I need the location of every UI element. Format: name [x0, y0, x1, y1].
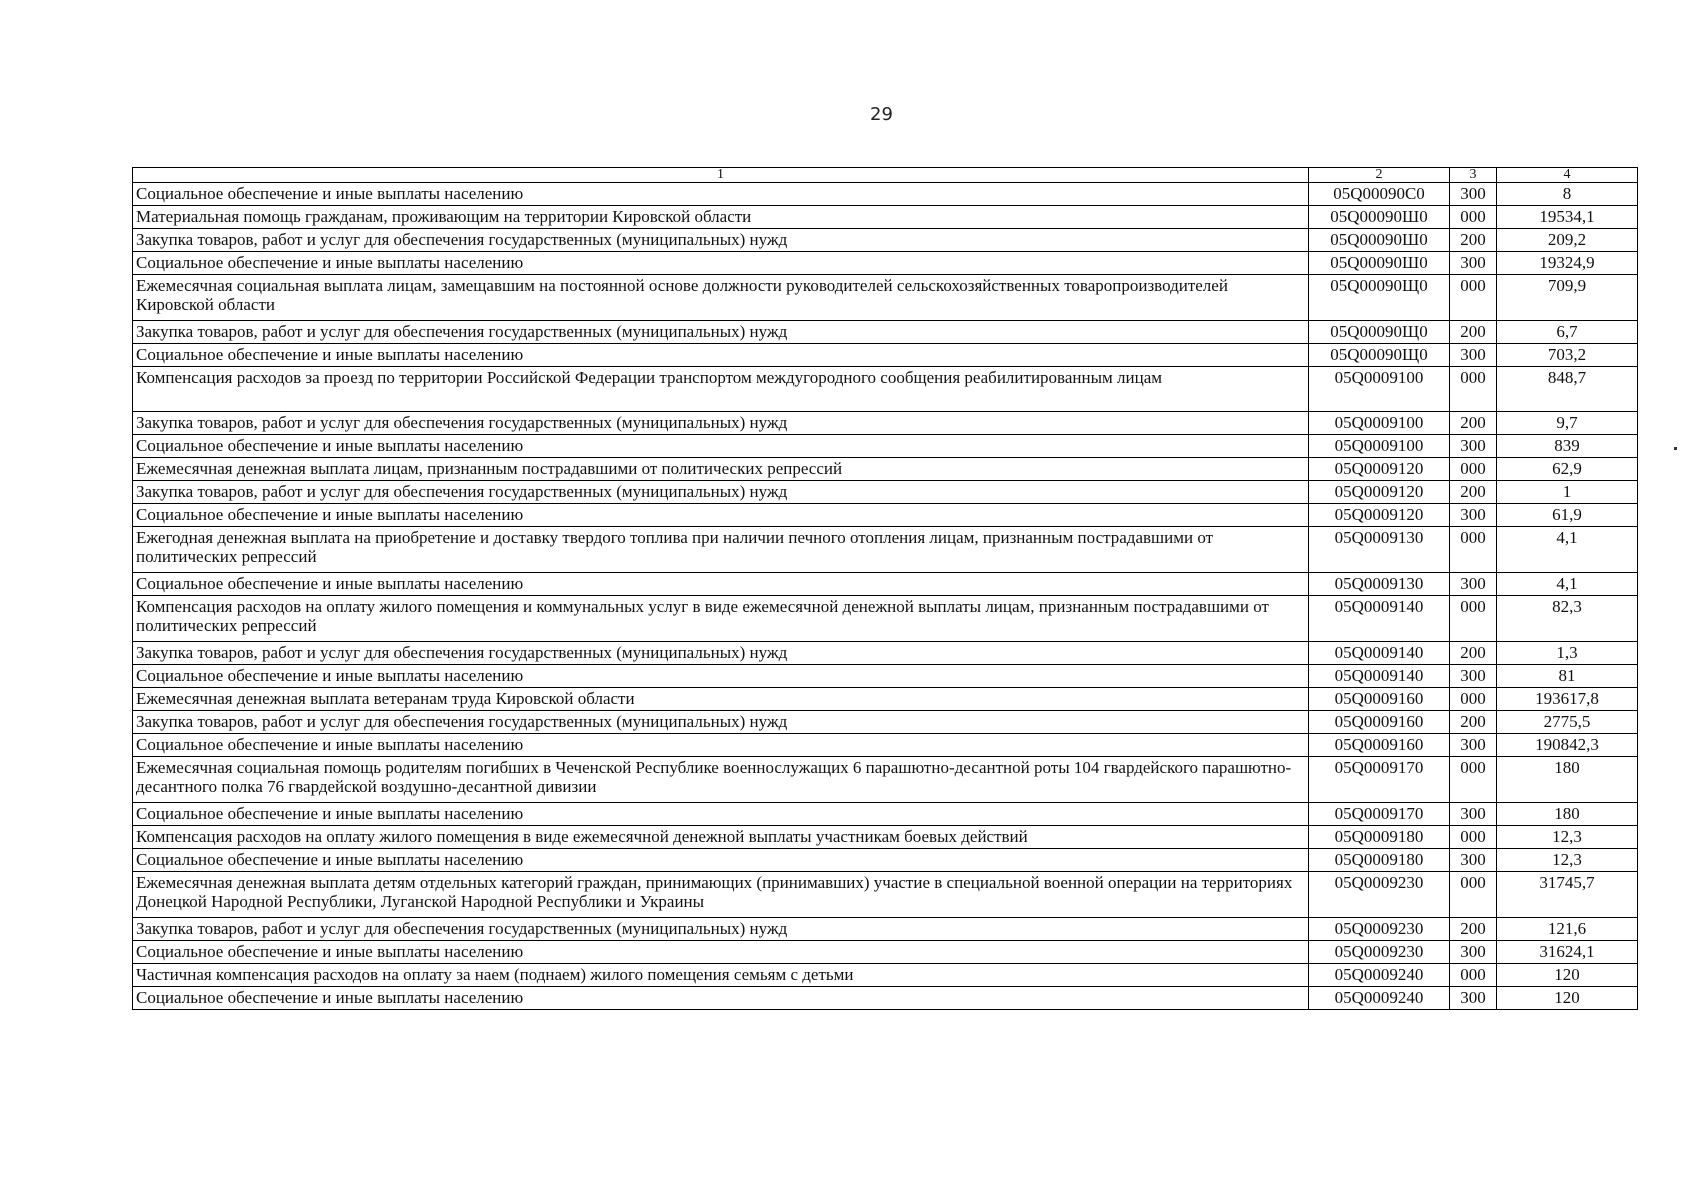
expense-type-cell: 200: [1450, 711, 1497, 734]
amount-cell: 31624,1: [1497, 941, 1638, 964]
expense-type-cell: 200: [1450, 412, 1497, 435]
amount-cell: 180: [1497, 757, 1638, 803]
expense-type-cell: 000: [1450, 527, 1497, 573]
name-cell: Закупка товаров, работ и услуг для обеспечения государственных (муниципальных) нужд: [133, 321, 1309, 344]
name-cell: Закупка товаров, работ и услуг для обеспечения государственных (муниципальных) нужд: [133, 481, 1309, 504]
code-cell: 05Q0009140: [1309, 596, 1450, 642]
table-row: [133, 435, 1638, 458]
code-cell: 05Q00090Ш0: [1309, 229, 1450, 252]
table-row: [133, 527, 1638, 573]
expense-type-cell: 300: [1450, 987, 1497, 1010]
code-cell: 05Q0009140: [1309, 665, 1450, 688]
name-cell: Закупка товаров, работ и услуг для обеспечения государственных (муниципальных) нужд: [133, 918, 1309, 941]
amount-cell: 120: [1497, 987, 1638, 1010]
amount-cell: 848,7: [1497, 367, 1638, 412]
amount-cell: 82,3: [1497, 596, 1638, 642]
expense-type-cell: 300: [1450, 849, 1497, 872]
code-cell: 05Q0009230: [1309, 918, 1450, 941]
code-cell: 05Q00090Щ0: [1309, 275, 1450, 321]
expense-type-cell: 000: [1450, 275, 1497, 321]
expense-type-cell: 300: [1450, 941, 1497, 964]
code-cell: 05Q0009120: [1309, 481, 1450, 504]
expense-type-cell: 300: [1450, 183, 1497, 206]
table-row: [133, 252, 1638, 275]
table-row: [133, 344, 1638, 367]
amount-cell: 8: [1497, 183, 1638, 206]
amount-cell: 81: [1497, 665, 1638, 688]
name-cell: Социальное обеспечение и иные выплаты населению: [133, 344, 1309, 367]
amount-cell: 1: [1497, 481, 1638, 504]
table-row: [133, 275, 1638, 321]
budget-table: [132, 167, 1638, 1010]
expense-type-cell: 300: [1450, 504, 1497, 527]
table-row: [133, 321, 1638, 344]
name-cell: Социальное обеспечение и иные выплаты населению: [133, 987, 1309, 1010]
name-cell: Закупка товаров, работ и услуг для обеспечения государственных (муниципальных) нужд: [133, 229, 1309, 252]
table-row: [133, 458, 1638, 481]
code-cell: 05Q00090Щ0: [1309, 344, 1450, 367]
name-cell: Социальное обеспечение и иные выплаты населению: [133, 435, 1309, 458]
expense-type-cell: 200: [1450, 481, 1497, 504]
table-row: [133, 941, 1638, 964]
table-row: [133, 711, 1638, 734]
code-cell: 05Q0009140: [1309, 642, 1450, 665]
expense-type-cell: 300: [1450, 252, 1497, 275]
header-cell-1: 1: [133, 168, 1309, 183]
expense-type-cell: 000: [1450, 206, 1497, 229]
expense-type-cell: 000: [1450, 688, 1497, 711]
name-cell: Социальное обеспечение и иные выплаты населению: [133, 941, 1309, 964]
amount-cell: 62,9: [1497, 458, 1638, 481]
name-cell: Ежемесячная социальная помощь родителям погибших в Чеченской Республике военнослужащих 6 парашютно-десантной роты 104 гвардейского парашютно-десантного полка 76 гвардейской воздушно-десантной дивизии: [133, 757, 1309, 803]
header-row: [133, 168, 1638, 183]
amount-cell: 61,9: [1497, 504, 1638, 527]
page-number: 29: [870, 104, 893, 125]
table-row: [133, 229, 1638, 252]
expense-type-cell: 000: [1450, 458, 1497, 481]
code-cell: 05Q0009230: [1309, 872, 1450, 918]
name-cell: Социальное обеспечение и иные выплаты населению: [133, 183, 1309, 206]
name-cell: Социальное обеспечение и иные выплаты населению: [133, 803, 1309, 826]
table-row: [133, 803, 1638, 826]
amount-cell: 4,1: [1497, 573, 1638, 596]
amount-cell: 193617,8: [1497, 688, 1638, 711]
table-row: [133, 504, 1638, 527]
table-row: [133, 757, 1638, 803]
amount-cell: 19534,1: [1497, 206, 1638, 229]
name-cell: Социальное обеспечение и иные выплаты населению: [133, 665, 1309, 688]
name-cell: Компенсация расходов на оплату жилого помещения в виде ежемесячной денежной выплаты участникам боевых действий: [133, 826, 1309, 849]
amount-cell: 1,3: [1497, 642, 1638, 665]
expense-type-cell: 300: [1450, 734, 1497, 757]
amount-cell: 2775,5: [1497, 711, 1638, 734]
code-cell: 05Q0009120: [1309, 504, 1450, 527]
name-cell: Компенсация расходов на оплату жилого помещения и коммунальных услуг в виде ежемесячной денежной выплаты лицам, признанным пострадавшими от политических репрессий: [133, 596, 1309, 642]
code-cell: 05Q0009160: [1309, 734, 1450, 757]
code-cell: 05Q0009160: [1309, 711, 1450, 734]
amount-cell: 31745,7: [1497, 872, 1638, 918]
table-row: [133, 412, 1638, 435]
expense-type-cell: 200: [1450, 642, 1497, 665]
amount-cell: 703,2: [1497, 344, 1638, 367]
expense-type-cell: 200: [1450, 918, 1497, 941]
table-row: [133, 688, 1638, 711]
name-cell: Закупка товаров, работ и услуг для обеспечения государственных (муниципальных) нужд: [133, 711, 1309, 734]
code-cell: 05Q0009240: [1309, 964, 1450, 987]
table-row: [133, 481, 1638, 504]
code-cell: 05Q0009130: [1309, 573, 1450, 596]
table-row: [133, 734, 1638, 757]
expense-type-cell: 300: [1450, 435, 1497, 458]
code-cell: 05Q0009130: [1309, 527, 1450, 573]
amount-cell: 19324,9: [1497, 252, 1638, 275]
name-cell: Социальное обеспечение и иные выплаты населению: [133, 849, 1309, 872]
expense-type-cell: 000: [1450, 826, 1497, 849]
expense-type-cell: 000: [1450, 872, 1497, 918]
scan-artifact-dot: [1674, 447, 1677, 450]
amount-cell: 4,1: [1497, 527, 1638, 573]
code-cell: 05Q0009230: [1309, 941, 1450, 964]
name-cell: Частичная компенсация расходов на оплату за наем (поднаем) жилого помещения семьям с детьми: [133, 964, 1309, 987]
table-row: [133, 987, 1638, 1010]
code-cell: 05Q0009160: [1309, 688, 1450, 711]
expense-type-cell: 300: [1450, 344, 1497, 367]
name-cell: Закупка товаров, работ и услуг для обеспечения государственных (муниципальных) нужд: [133, 642, 1309, 665]
expense-type-cell: 300: [1450, 803, 1497, 826]
table-row: [133, 573, 1638, 596]
amount-cell: 190842,3: [1497, 734, 1638, 757]
name-cell: Ежемесячная социальная выплата лицам, замещавшим на постоянной основе должности руководителей сельскохозяйственных товаропроизводителей Кировской области: [133, 275, 1309, 321]
table-row: [133, 849, 1638, 872]
name-cell: Материальная помощь гражданам, проживающим на территории Кировской области: [133, 206, 1309, 229]
name-cell: Ежегодная денежная выплата на приобретение и доставку твердого топлива при наличии печного отопления лицам, признанным пострадавшими от политических репрессий: [133, 527, 1309, 573]
header-cell-3: 3: [1450, 168, 1497, 183]
code-cell: 05Q0009100: [1309, 367, 1450, 412]
table-row: [133, 872, 1638, 918]
amount-cell: 12,3: [1497, 849, 1638, 872]
expense-type-cell: 200: [1450, 321, 1497, 344]
name-cell: Компенсация расходов за проезд по территории Российской Федерации транспортом междугородного сообщения реабилитированным лицам: [133, 367, 1309, 412]
expense-type-cell: 000: [1450, 964, 1497, 987]
amount-cell: 209,2: [1497, 229, 1638, 252]
code-cell: 05Q0009170: [1309, 757, 1450, 803]
amount-cell: 12,3: [1497, 826, 1638, 849]
amount-cell: 180: [1497, 803, 1638, 826]
amount-cell: 9,7: [1497, 412, 1638, 435]
expense-type-cell: 200: [1450, 229, 1497, 252]
table-row: [133, 183, 1638, 206]
expense-type-cell: 000: [1450, 596, 1497, 642]
amount-cell: 839: [1497, 435, 1638, 458]
table-row: [133, 642, 1638, 665]
table-row: [133, 918, 1638, 941]
code-cell: 05Q0009180: [1309, 849, 1450, 872]
code-cell: 05Q00090Ш0: [1309, 252, 1450, 275]
code-cell: 05Q0009100: [1309, 412, 1450, 435]
header-cell-4: 4: [1497, 168, 1638, 183]
header-cell-2: 2: [1309, 168, 1450, 183]
name-cell: Социальное обеспечение и иные выплаты населению: [133, 734, 1309, 757]
table-row: [133, 596, 1638, 642]
amount-cell: 120: [1497, 964, 1638, 987]
expense-type-cell: 300: [1450, 665, 1497, 688]
name-cell: Ежемесячная денежная выплата ветеранам труда Кировской области: [133, 688, 1309, 711]
expense-type-cell: 000: [1450, 757, 1497, 803]
table-row: [133, 964, 1638, 987]
name-cell: Ежемесячная денежная выплата лицам, признанным пострадавшими от политических репрессий: [133, 458, 1309, 481]
amount-cell: 121,6: [1497, 918, 1638, 941]
code-cell: 05Q00090Щ0: [1309, 321, 1450, 344]
code-cell: 05Q0009100: [1309, 435, 1450, 458]
code-cell: 05Q0009120: [1309, 458, 1450, 481]
code-cell: 05Q0009240: [1309, 987, 1450, 1010]
expense-type-cell: 300: [1450, 573, 1497, 596]
name-cell: Закупка товаров, работ и услуг для обеспечения государственных (муниципальных) нужд: [133, 412, 1309, 435]
code-cell: 05Q0009180: [1309, 826, 1450, 849]
name-cell: Социальное обеспечение и иные выплаты населению: [133, 573, 1309, 596]
code-cell: 05Q00090Ш0: [1309, 206, 1450, 229]
code-cell: 05Q0009170: [1309, 803, 1450, 826]
code-cell: 05Q00090С0: [1309, 183, 1450, 206]
expense-type-cell: 000: [1450, 367, 1497, 412]
name-cell: Ежемесячная денежная выплата детям отдельных категорий граждан, принимающих (принимавших) участие в специальной военной операции на территориях Донецкой Народной Республики, Луганской Народной Республики и Украины: [133, 872, 1309, 918]
name-cell: Социальное обеспечение и иные выплаты населению: [133, 252, 1309, 275]
amount-cell: 6,7: [1497, 321, 1638, 344]
amount-cell: 709,9: [1497, 275, 1638, 321]
table-row: [133, 826, 1638, 849]
table-row: [133, 367, 1638, 412]
name-cell: Социальное обеспечение и иные выплаты населению: [133, 504, 1309, 527]
table-row: [133, 206, 1638, 229]
table-row: [133, 665, 1638, 688]
